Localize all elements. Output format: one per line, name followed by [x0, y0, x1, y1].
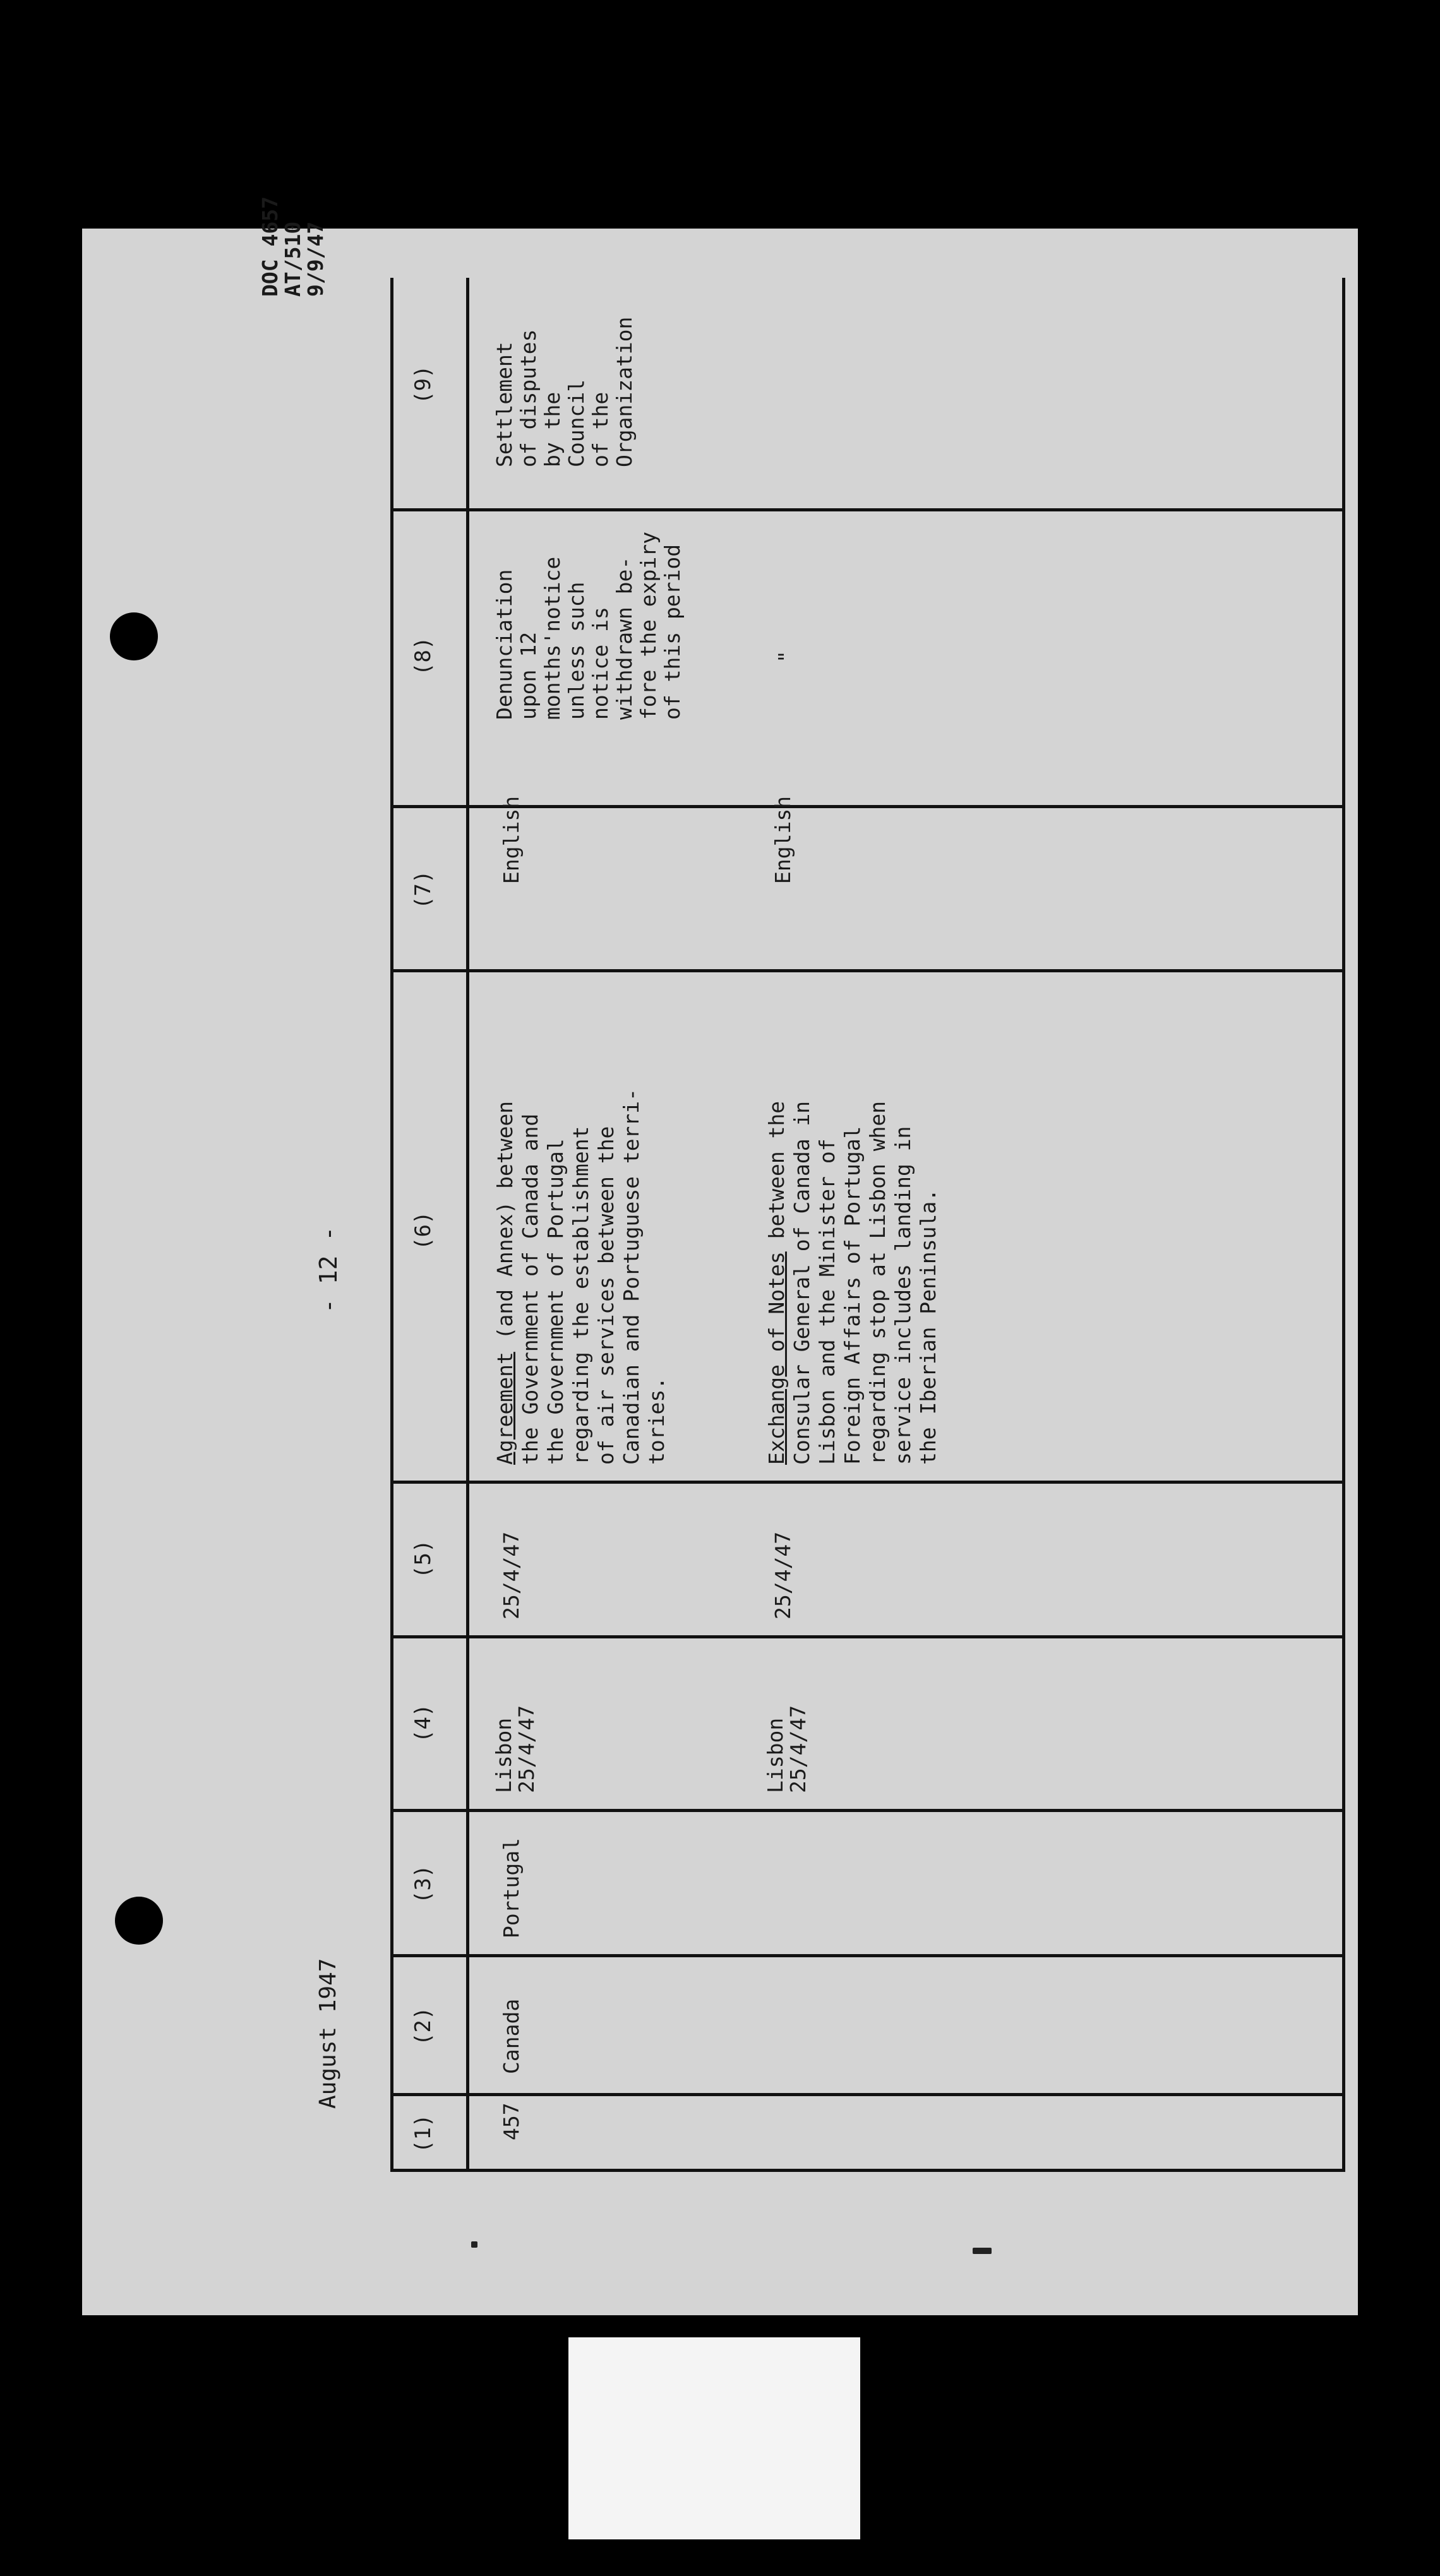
doc-ref: DOC 4657 AT/510 9/9/47	[258, 196, 328, 297]
column-rule	[390, 1635, 1345, 1638]
column-rule	[390, 969, 1345, 972]
cell-place-date: Lisbon 25/4/47	[763, 1705, 810, 1793]
cell-denunciation: "	[774, 650, 798, 663]
column-rule	[390, 508, 1345, 511]
column-rule	[390, 1481, 1345, 1484]
cell-language: English	[499, 796, 524, 884]
cell-number: 457	[499, 2102, 524, 2140]
cell-description: Exchange of Notes between the Consular General of Canada in Lisbon and the Minister of Foreign Affairs of Portugal regarding stop at Lisbon when service includes landing in the Iberian Peninsula.	[764, 1100, 940, 1465]
table-header-rule	[466, 278, 469, 2172]
header-col2: (2)	[411, 2007, 436, 2046]
table-border-top	[390, 278, 393, 2172]
header-col8: (8)	[411, 636, 436, 676]
cell-country: Canada	[499, 1998, 524, 2074]
document-date: August 1947	[315, 1958, 341, 2109]
cell-disputes: Settlement of disputes by the Council of the Organization	[492, 316, 637, 467]
header-col3: (3)	[411, 1864, 436, 1904]
column-rule	[390, 1954, 1345, 1957]
header-col6: (6)	[411, 1211, 436, 1250]
cell-description: Agreement (and Annex) between the Government of Canada and the Government of Portugal regarding the establishment of air services between the Canadian and Portuguese terri- tories.	[493, 1088, 669, 1465]
cell-language: English	[771, 796, 795, 884]
header-col5: (5)	[411, 1539, 436, 1578]
header-col1: (1)	[411, 2114, 436, 2153]
header-col7: (7)	[411, 870, 436, 909]
column-rule	[390, 805, 1345, 808]
cell-date: 25/4/47	[499, 1531, 524, 1619]
cell-denunciation: Denunciation upon 12 months'notice unless such notice is withdrawn be- fore the expiry of this period	[492, 531, 685, 720]
table-border-bottom	[1342, 278, 1345, 2172]
header-col9: (9)	[411, 365, 436, 404]
column-rule	[390, 1809, 1345, 1812]
cell-country: Portugal	[499, 1838, 524, 1938]
column-rule	[390, 2093, 1345, 2096]
header-col4: (4)	[411, 1703, 436, 1743]
cell-place-date: Lisbon 25/4/47	[491, 1705, 539, 1793]
cell-date: 25/4/47	[771, 1531, 795, 1619]
table-border-left	[390, 2169, 1345, 2172]
page-number: - 12 -	[315, 1226, 342, 1313]
